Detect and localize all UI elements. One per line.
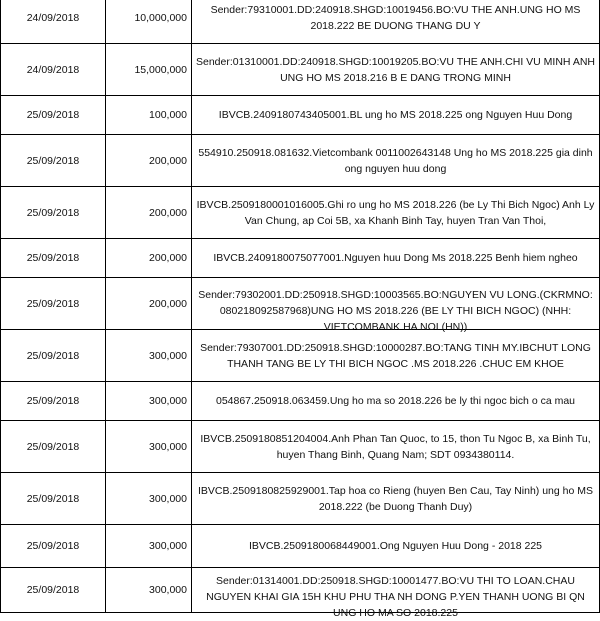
transaction-date: 24/09/2018	[1, 44, 106, 96]
transaction-amount: 300,000	[106, 382, 192, 421]
transaction-description-text: 554910.250918.081632.Vietcombank 0011002643148 Ung ho MS 2018.225 gia dinh ong nguyen huu dong	[198, 146, 593, 175]
transaction-amount: 200,000	[106, 278, 192, 330]
table-row	[1, 525, 600, 568]
transaction-amount: 200,000	[106, 187, 192, 239]
table-row	[1, 278, 600, 330]
transaction-description	[192, 382, 600, 421]
table-row	[1, 239, 600, 278]
table-row	[1, 382, 600, 421]
transaction-description-text: Sender:01310001.DD:240918.SHGD:10019205.BO:VU THE ANH.CHI VU MINH ANH UNG HO MS 2018.216 B E DANG TRONG MINH	[196, 55, 595, 84]
transaction-date: 25/09/2018	[1, 96, 106, 135]
transaction-date: 25/09/2018	[1, 239, 106, 278]
transaction-amount: 300,000	[106, 568, 192, 613]
transaction-description-text: Sender:01314001.DD:250918.SHGD:10001477.BO:VU THI TO LOAN.CHAU NGUYEN KHAI GIA 15H KHU PHU THA NH DONG P.YEN THANH UONG BI QN UNG HO MA SO 2018.225	[206, 575, 585, 619]
transaction-amount: 300,000	[106, 330, 192, 382]
transaction-date: 25/09/2018	[1, 187, 106, 239]
transaction-description-text: Sender:79310001.DD:240918.SHGD:10019456.BO:VU THE ANH.UNG HO MS 2018.222 BE DUONG THANG DU Y	[210, 4, 581, 32]
transaction-description-text: IBVCB.2509180001016005.Ghi ro ung ho MS 2018.226 (be Ly Thi Bich Ngoc) Anh Ly Van Chung, ap Coi 5B, xa Khanh Binh Tay, huyen Tran Van Thoi,	[196, 198, 595, 227]
transaction-description	[192, 135, 600, 187]
transaction-description	[192, 473, 600, 525]
transaction-amount: 200,000	[106, 239, 192, 278]
table-row	[1, 187, 600, 239]
transaction-amount: 300,000	[106, 473, 192, 525]
transaction-description-text: 054867.250918.063459.Ung ho ma so 2018.226 be ly thi ngoc bich o ca mau	[215, 395, 576, 407]
table-row	[1, 135, 600, 187]
transaction-date: 25/09/2018	[1, 135, 106, 187]
ledger-body	[1, 0, 600, 619]
transaction-description	[192, 0, 600, 44]
table-row	[1, 96, 600, 135]
transaction-date: 24/09/2018	[1, 0, 106, 44]
transaction-description	[192, 239, 600, 278]
transaction-description	[192, 96, 600, 135]
transaction-date: 25/09/2018	[1, 421, 106, 473]
transaction-description	[192, 187, 600, 239]
table-row	[1, 473, 600, 525]
transaction-amount: 15,000,000	[106, 44, 192, 96]
table-row	[1, 330, 600, 382]
transaction-date: 25/09/2018	[1, 473, 106, 525]
table-row	[1, 568, 600, 613]
transaction-description-text: Sender:79302001.DD:250918.SHGD:10003565.BO:NGUYEN VU LONG.(CKRMNO: 080218092587968)UNG HO MS 2018.226 (BE LY THI BICH NGOC) (NHH: VIETCOMBANK HA NOI (HN))	[198, 288, 593, 333]
transaction-description	[192, 568, 600, 619]
transaction-amount: 10,000,000	[106, 0, 192, 44]
table-row	[1, 44, 600, 96]
table-row	[1, 0, 600, 44]
transaction-amount: 100,000	[106, 96, 192, 135]
transaction-description	[192, 330, 600, 382]
transaction-date: 25/09/2018	[1, 568, 106, 613]
transaction-description	[192, 44, 600, 96]
transaction-description-text: IBVCB.2509180068449001.Ong Nguyen Huu Dong - 2018 225	[248, 540, 543, 552]
transaction-amount: 300,000	[106, 421, 192, 473]
transaction-date: 25/09/2018	[1, 330, 106, 382]
transaction-description-text: IBVCB.2509180825929001.Tap hoa co Rieng (huyen Ben Cau, Tay Ninh) ung ho MS 2018.222 (be Duong Thanh Duy)	[198, 484, 593, 513]
transaction-description-text: IBVCB.2409180075077001.Nguyen huu Dong Ms 2018.225 Benh hiem ngheo	[213, 252, 578, 264]
transaction-description-text: IBVCB.2509180851204004.Anh Phan Tan Quoc, to 15, thon Tu Ngoc B, xa Binh Tu, huyen Thang Binh, Quang Nam; SDT 0934380114.	[200, 432, 591, 461]
transaction-date: 25/09/2018	[1, 525, 106, 568]
transaction-date: 25/09/2018	[1, 278, 106, 330]
transaction-amount: 200,000	[106, 135, 192, 187]
table-row	[1, 421, 600, 473]
transaction-description-text: Sender:79307001.DD:250918.SHGD:10000287.BO:TANG TINH MY.IBCHUT LONG THANH TANG BE LY THI BICH NGOC .MS 2018.226 .CHUC EM KHOE	[200, 341, 591, 370]
transaction-description	[192, 421, 600, 473]
transaction-amount: 300,000	[106, 525, 192, 568]
transaction-description	[192, 525, 600, 568]
transaction-date: 25/09/2018	[1, 382, 106, 421]
transaction-description-text: IBVCB.2409180743405001.BL ung ho MS 2018.225 ong Nguyen Huu Dong	[218, 109, 573, 121]
transaction-description	[192, 278, 600, 333]
